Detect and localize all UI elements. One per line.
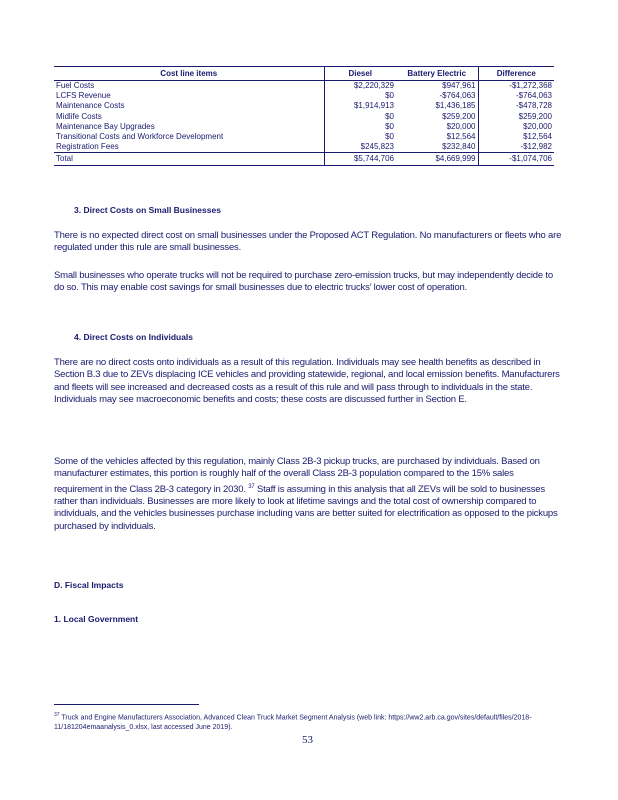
row-difference: -$1,272,368 xyxy=(478,81,554,92)
row-item: Maintenance Bay Upgrades xyxy=(56,121,155,131)
total-diesel: $5,744,706 xyxy=(324,153,396,166)
table-row xyxy=(54,81,554,92)
row-battery: $12,564 xyxy=(446,132,476,142)
row-difference: -$12,982 xyxy=(478,142,554,153)
footnote xyxy=(54,710,564,733)
table-row xyxy=(54,132,554,142)
row-diesel: $245,823 xyxy=(324,142,396,153)
table-row xyxy=(54,122,554,132)
section-3-paragraph-2: Small businesses who operate trucks will not be required to purchase zero-emission trucks, but may independently decide to do so. This may enable cost savings for small businesses due to electric trucks’ lower cost of operation. xyxy=(54,270,553,294)
table-row xyxy=(54,91,554,101)
row-difference: -$478,728 xyxy=(478,101,554,111)
row-diesel: $0 xyxy=(324,91,396,101)
section-d-heading: D. Fiscal Impacts xyxy=(54,580,124,590)
header-diesel: Diesel xyxy=(324,67,396,81)
row-item: LCFS Revenue xyxy=(56,91,111,101)
row-item: Transitional Costs and Workforce Development xyxy=(56,132,224,142)
row-battery: $20,000 xyxy=(446,121,476,131)
row-battery: $947,961 xyxy=(442,81,476,91)
row-diesel: $1,914,913 xyxy=(324,101,396,111)
row-difference: -$764,063 xyxy=(478,91,554,101)
row-battery: $232,840 xyxy=(442,142,476,152)
footnote-text: Truck and Engine Manufacturers Association, Advanced Clean Truck Market Segment Analysis (web link: https://ww2.arb.ca.gov/sites/default/files/2018-11/181204emaanalysis_0.xlsx, last accessed June 2019). xyxy=(54,714,532,732)
row-item: Fuel Costs xyxy=(56,81,95,91)
row-item: Midlife Costs xyxy=(56,111,102,121)
section-3-paragraph-1: There is no expected direct cost on small businesses under the Proposed ACT Regulation. No manufacturers or fleets who are regulated under this rule are small businesses. xyxy=(54,230,562,254)
row-diesel: $2,220,329 xyxy=(324,81,396,92)
row-battery: -$764,063 xyxy=(439,91,476,101)
row-difference: $259,200 xyxy=(478,112,554,122)
total-battery: $4,669,999 xyxy=(396,153,478,166)
section-3-heading: 3. Direct Costs on Small Businesses xyxy=(74,205,221,215)
footnote-divider xyxy=(54,704,199,705)
table-total-row xyxy=(54,153,554,166)
total-difference: -$1,074,706 xyxy=(478,153,554,166)
row-diesel: $0 xyxy=(324,112,396,122)
footnote-ref[interactable]: 37 xyxy=(248,483,255,490)
paragraph-2b-text: Staff is assuming in this analysis that all ZEVs will be sold to businesses rather than individuals. Businesses are more likely to look at lifetime savings and the total cost of ownership compared to individuals, and the vehicles businesses purchase including vans are better suited for electrification as opposed to the pickups purchased by individuals. xyxy=(54,483,558,532)
table-row xyxy=(54,142,554,153)
section-4-heading: 4. Direct Costs on Individuals xyxy=(74,332,194,342)
page-number: 53 xyxy=(302,734,313,746)
row-diesel: $0 xyxy=(324,122,396,132)
row-diesel: $0 xyxy=(324,132,396,142)
row-battery: $259,200 xyxy=(442,111,476,121)
paragraph-2-text: Some of the vehicles affected by this regulation, mainly Class 2B-3 pickup trucks, are purchased by individuals. Based on manufacturer estimates, this portion is roughly half of the overall Class 2B-3 population compared to the 15% sales requirement in the Class 2B-3 category in 2030. xyxy=(54,456,540,495)
row-battery: $1,436,185 xyxy=(435,101,476,111)
footnote-marker: 37 xyxy=(54,712,60,718)
row-difference: $20,000 xyxy=(478,122,554,132)
section-4-paragraph-2 xyxy=(54,456,564,533)
table-row xyxy=(54,101,554,111)
section-1-heading: 1. Local Government xyxy=(54,614,139,624)
row-item: Registration Fees xyxy=(56,142,119,152)
header-difference: Difference xyxy=(478,67,554,81)
header-battery-electric: Battery Electric xyxy=(396,67,478,81)
section-4-paragraph-1: There are no direct costs onto individuals as a result of this regulation. Individuals may see health benefits as described in Section B.3 due to ZEVs displacing ICE vehicles and providing statewide, regional, and local emission benefits. Manufacturers and fleets will see increased and decreased costs as a result of this rule and will pass through to individuals in the state. Individuals may see macroeconomic benefits and costs; these costs are discussed further in Section E. xyxy=(54,357,560,405)
cost-comparison-table xyxy=(54,66,554,166)
row-difference: $12,564 xyxy=(478,132,554,142)
table-header-row xyxy=(54,67,554,81)
row-item: Maintenance Costs xyxy=(56,101,125,111)
total-label: Total xyxy=(54,153,324,166)
header-cost-line-items: Cost line items xyxy=(54,67,324,81)
table-row xyxy=(54,112,554,122)
